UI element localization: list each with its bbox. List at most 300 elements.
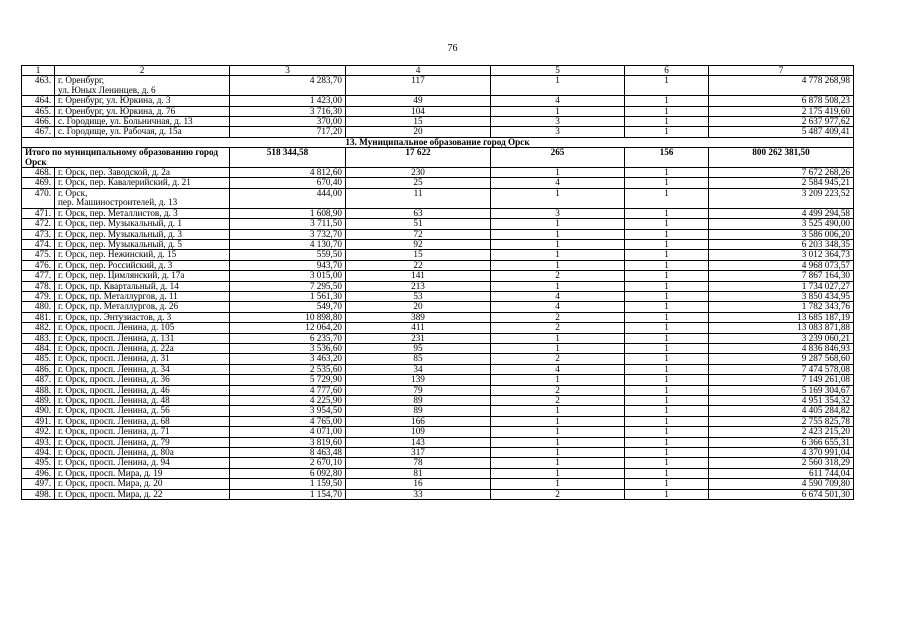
column-6-cell: 1 [625, 375, 709, 385]
area-cell: 6 092,80 [230, 468, 346, 478]
address-line: г. Орск, пр. Квартальный, д. 14 [58, 281, 179, 291]
address-line: г. Орск, просп. Мира, д. 20 [58, 478, 163, 489]
row-number: 497. [22, 479, 55, 489]
table-row [22, 188, 854, 208]
address-cell [55, 168, 230, 178]
row-number: 486. [22, 364, 55, 374]
address-cell [55, 188, 230, 208]
area-cell: 549,70 [230, 302, 346, 312]
area-cell: 3 015,00 [230, 271, 346, 281]
address-line: г. Орск, просп. Ленина, д. 131 [58, 333, 175, 343]
table-row [22, 385, 854, 395]
column-6-cell: 1 [625, 117, 709, 127]
area-cell: 4 765,00 [230, 416, 346, 426]
address-line: г. Орск, просп. Мира, д. 22 [58, 489, 163, 499]
row-number: 475. [22, 250, 55, 260]
residents-cell: 213 [346, 281, 491, 291]
row-number: 474. [22, 239, 55, 249]
address-line: с. Городище, ул. Рабочая, д. 15а [58, 126, 182, 137]
cost-cell: 4 499 294,58 [709, 208, 854, 218]
table-row [22, 96, 854, 106]
table-row [22, 427, 854, 437]
address-line: г. Орск, пер. Российский, д. 3 [58, 260, 173, 270]
residents-cell: 85 [346, 354, 491, 364]
row-number: 477. [22, 271, 55, 281]
row-number: 493. [22, 437, 55, 447]
column-6-cell: 1 [625, 188, 709, 208]
table-row [22, 458, 854, 468]
address-cell [55, 312, 230, 322]
address-cell [55, 375, 230, 385]
address-cell [55, 281, 230, 291]
area-cell: 1 159,50 [230, 479, 346, 489]
table-row [22, 291, 854, 301]
column-5-cell: 1 [491, 76, 625, 96]
column-5-cell: 1 [491, 281, 625, 291]
row-number: 463. [22, 76, 55, 96]
table-row [22, 396, 854, 406]
table-row [22, 106, 854, 116]
residents-cell: 230 [346, 168, 491, 178]
table-row [22, 333, 854, 343]
column-6-cell: 1 [625, 271, 709, 281]
column-6-cell: 1 [625, 96, 709, 106]
address-cell [55, 406, 230, 416]
row-number: 466. [22, 117, 55, 127]
row-number: 485. [22, 354, 55, 364]
address-line: г. Орск, пр. Энтузиастов, д. 3 [58, 312, 172, 322]
column-5-cell: 2 [491, 396, 625, 406]
address-cell [55, 458, 230, 468]
area-cell: 1 608,90 [230, 208, 346, 218]
residents-cell: 11 [346, 188, 491, 208]
column-5-cell: 1 [491, 416, 625, 426]
column-6-cell: 1 [625, 406, 709, 416]
area-cell: 4 130,70 [230, 239, 346, 249]
cost-cell: 7 149 261,08 [709, 375, 854, 385]
address-line: г. Орск, пер. Цимлянский, д. 17а [58, 270, 185, 281]
column-5-cell: 1 [491, 250, 625, 260]
area-cell: 6 235,70 [230, 333, 346, 343]
table-row [22, 168, 854, 178]
column-6-cell: 1 [625, 396, 709, 406]
row-number: 482. [22, 323, 55, 333]
column-5-cell: 4 [491, 291, 625, 301]
residents-cell: 72 [346, 229, 491, 239]
address-cell [55, 416, 230, 426]
row-number: 467. [22, 127, 55, 137]
column-5-cell: 1 [491, 343, 625, 353]
address-cell [55, 178, 230, 188]
address-line: г. Орск, просп. Ленина, д. 105 [58, 322, 175, 333]
area-cell: 3 463,20 [230, 354, 346, 364]
area-cell: 7 295,50 [230, 281, 346, 291]
area-cell: 670,40 [230, 178, 346, 188]
column-5-cell: 1 [491, 479, 625, 489]
address-line: г. Орск, [58, 188, 88, 198]
column-5-cell: 1 [491, 229, 625, 239]
residents-cell: 78 [346, 458, 491, 468]
residents-cell: 95 [346, 343, 491, 353]
area-cell: 4 812,60 [230, 168, 346, 178]
column-6-cell: 1 [625, 427, 709, 437]
residents-cell: 389 [346, 312, 491, 322]
address-line: г. Орск, просп. Ленина, д. 71 [58, 426, 170, 437]
cost-cell: 2 423 215,20 [709, 427, 854, 437]
table-row [22, 219, 854, 229]
cost-cell: 13 685 187,19 [709, 312, 854, 322]
area-cell: 3 711,50 [230, 219, 346, 229]
column-6-cell: 1 [625, 208, 709, 218]
address-cell [55, 333, 230, 343]
cost-cell: 7 672 268,26 [709, 168, 854, 178]
cost-cell: 3 586 006,20 [709, 229, 854, 239]
address-line: г. Оренбург, ул. Юркина, д. 76 [58, 106, 176, 116]
cost-cell: 2 560 318,29 [709, 458, 854, 468]
cost-cell: 9 287 568,60 [709, 354, 854, 364]
table-row [22, 302, 854, 312]
area-cell: 4 283,70 [230, 76, 346, 96]
address-cell [55, 343, 230, 353]
cost-cell: 4 590 709,80 [709, 479, 854, 489]
area-cell: 2 670,10 [230, 458, 346, 468]
residents-cell: 411 [346, 323, 491, 333]
column-5-cell: 1 [491, 437, 625, 447]
cost-cell: 13 083 871,88 [709, 323, 854, 333]
cost-cell: 4 836 846,93 [709, 343, 854, 353]
page-number: 76 [447, 43, 458, 54]
residents-cell: 16 [346, 479, 491, 489]
column-6-cell: 1 [625, 354, 709, 364]
row-number: 472. [22, 219, 55, 229]
table-row [22, 343, 854, 353]
column-5-cell: 1 [491, 448, 625, 458]
column-6-cell: 1 [625, 416, 709, 426]
row-number: 487. [22, 375, 55, 385]
area-cell: 370,00 [230, 117, 346, 127]
row-number: 473. [22, 229, 55, 239]
column-6-cell: 1 [625, 448, 709, 458]
column-6-cell: 1 [625, 229, 709, 239]
total-column-5: 265 [491, 148, 625, 168]
residents-cell: 109 [346, 427, 491, 437]
row-number: 476. [22, 260, 55, 270]
cost-cell: 6 674 501,30 [709, 489, 854, 499]
address-line: г. Орск, просп. Ленина, д. 56 [58, 405, 170, 416]
row-number: 481. [22, 312, 55, 322]
table-row [22, 260, 854, 270]
column-6-cell: 1 [625, 168, 709, 178]
residents-cell: 25 [346, 178, 491, 188]
table-row [22, 281, 854, 291]
area-cell: 12 064,20 [230, 323, 346, 333]
residents-cell: 53 [346, 291, 491, 301]
address-cell [55, 302, 230, 312]
column-number: 5 [491, 66, 625, 76]
residents-cell: 317 [346, 448, 491, 458]
total-column-6: 156 [625, 148, 709, 168]
address-line: г. Орск, пр. Металлургов, д. 11 [58, 291, 178, 301]
area-cell: 4 225,90 [230, 396, 346, 406]
address-cell [55, 396, 230, 406]
column-6-cell: 1 [625, 468, 709, 478]
row-number: 465. [22, 106, 55, 116]
residents-cell: 166 [346, 416, 491, 426]
address-line: г. Орск, пер. Музыкальный, д. 3 [58, 229, 182, 239]
table-row [22, 117, 854, 127]
table-row [22, 76, 854, 96]
row-number: 469. [22, 178, 55, 188]
table-row [22, 406, 854, 416]
column-5-cell: 2 [491, 385, 625, 395]
section-heading-row [22, 137, 854, 147]
residents-cell: 20 [346, 302, 491, 312]
address-line: г. Орск, просп. Ленина, д. 46 [58, 385, 170, 395]
total-label: Итого по муниципальному образованию город Орск [22, 148, 230, 168]
residents-cell: 51 [346, 219, 491, 229]
residents-cell: 89 [346, 396, 491, 406]
cost-cell: 1 734 027,27 [709, 281, 854, 291]
address-line: г. Орск, пер. Металлистов, д. 3 [58, 208, 178, 218]
row-number: 464. [22, 96, 55, 106]
address-cell [55, 219, 230, 229]
residents-cell: 15 [346, 250, 491, 260]
row-number: 492. [22, 427, 55, 437]
residents-cell: 231 [346, 333, 491, 343]
residents-cell: 141 [346, 271, 491, 281]
total-residents: 17 622 [346, 148, 491, 168]
column-5-cell: 4 [491, 178, 625, 188]
area-cell: 4 777,60 [230, 385, 346, 395]
cost-cell: 5 169 304,67 [709, 385, 854, 395]
residents-cell: 139 [346, 375, 491, 385]
table-row [22, 489, 854, 499]
address-line: г. Оренбург, ул. Юркина, д. 3 [58, 95, 171, 106]
row-number: 494. [22, 448, 55, 458]
residents-cell: 89 [346, 406, 491, 416]
column-5-cell: 2 [491, 312, 625, 322]
column-5-cell: 1 [491, 239, 625, 249]
address-line: г. Орск, просп. Ленина, д. 48 [58, 395, 170, 405]
address-cell [55, 291, 230, 301]
address-cell [55, 106, 230, 116]
address-cell [55, 354, 230, 364]
row-number: 491. [22, 416, 55, 426]
row-number: 498. [22, 489, 55, 499]
column-5-cell: 1 [491, 406, 625, 416]
column-6-cell: 1 [625, 106, 709, 116]
residents-cell: 143 [346, 437, 491, 447]
cost-cell: 6 878 508,23 [709, 96, 854, 106]
row-number: 478. [22, 281, 55, 291]
address-cell [55, 479, 230, 489]
address-cell [55, 489, 230, 499]
residents-cell: 92 [346, 239, 491, 249]
address-line: г. Орск, просп. Ленина, д. 79 [58, 437, 170, 447]
column-6-cell: 1 [625, 479, 709, 489]
residents-cell: 79 [346, 385, 491, 395]
column-6-cell: 1 [625, 437, 709, 447]
area-cell: 444,00 [230, 188, 346, 208]
address-line: г. Орск, просп. Ленина, д. 68 [58, 416, 170, 426]
address-line-2: пер. Машиностроителей, д. 13 [58, 197, 178, 208]
column-5-cell: 2 [491, 323, 625, 333]
row-number: 495. [22, 458, 55, 468]
address-cell [55, 229, 230, 239]
table-row [22, 312, 854, 322]
row-number: 490. [22, 406, 55, 416]
column-5-cell: 2 [491, 489, 625, 499]
column-6-cell: 1 [625, 364, 709, 374]
table-row [22, 375, 854, 385]
table-row [22, 271, 854, 281]
table-row [22, 416, 854, 426]
row-number: 468. [22, 168, 55, 178]
table-row [22, 448, 854, 458]
row-number: 483. [22, 333, 55, 343]
table-row [22, 127, 854, 137]
address-cell [55, 76, 230, 96]
total-area: 518 344,58 [230, 148, 346, 168]
column-6-cell: 1 [625, 385, 709, 395]
area-cell: 3 819,60 [230, 437, 346, 447]
cost-cell: 7 474 578,08 [709, 364, 854, 374]
column-6-cell: 1 [625, 250, 709, 260]
cost-cell: 3 239 060,21 [709, 333, 854, 343]
area-cell: 2 535,60 [230, 364, 346, 374]
address-line: г. Оренбург, [58, 75, 105, 86]
column-6-cell: 1 [625, 260, 709, 270]
column-6-cell: 1 [625, 127, 709, 137]
area-cell: 4 071,00 [230, 427, 346, 437]
area-cell: 1 154,70 [230, 489, 346, 499]
residents-cell: 15 [346, 117, 491, 127]
address-cell [55, 260, 230, 270]
residents-cell: 117 [346, 76, 491, 96]
table-row [22, 250, 854, 260]
address-line: г. Орск, пер. Музыкальный, д. 5 [58, 239, 182, 249]
cost-cell: 4 951 354,32 [709, 396, 854, 406]
column-6-cell: 1 [625, 219, 709, 229]
cost-cell: 3 525 490,00 [709, 219, 854, 229]
area-cell: 3 716,30 [230, 106, 346, 116]
register-table-body [22, 66, 854, 500]
cost-cell: 3 012 364,73 [709, 250, 854, 260]
cost-cell: 6 366 655,31 [709, 437, 854, 447]
cost-cell: 2 175 419,60 [709, 106, 854, 116]
column-6-cell: 1 [625, 458, 709, 468]
cost-cell: 611 744,04 [709, 468, 854, 478]
column-6-cell: 1 [625, 333, 709, 343]
column-6-cell: 1 [625, 239, 709, 249]
address-line: г. Орск, просп. Ленина, д. 80а [58, 447, 174, 458]
column-6-cell: 1 [625, 489, 709, 499]
column-6-cell: 1 [625, 323, 709, 333]
table-row [22, 239, 854, 249]
row-number: 471. [22, 208, 55, 218]
table-row [22, 468, 854, 478]
address-line: г. Орск, просп. Ленина, д. 36 [58, 374, 170, 385]
column-5-cell: 1 [491, 260, 625, 270]
column-5-cell: 2 [491, 354, 625, 364]
column-5-cell: 1 [491, 427, 625, 437]
column-5-cell: 4 [491, 302, 625, 312]
address-line: г. Орск, пер. Заводской, д. 2а [58, 167, 170, 178]
row-number: 496. [22, 468, 55, 478]
address-cell [55, 385, 230, 395]
column-5-cell: 4 [491, 96, 625, 106]
residents-cell: 34 [346, 364, 491, 374]
column-5-cell: 1 [491, 458, 625, 468]
address-cell [55, 468, 230, 478]
area-cell: 559,50 [230, 250, 346, 260]
area-cell: 5 729,90 [230, 375, 346, 385]
area-cell: 717,20 [230, 127, 346, 137]
row-number: 489. [22, 396, 55, 406]
column-6-cell: 1 [625, 76, 709, 96]
total-cost: 800 262 381,50 [709, 148, 854, 168]
address-line: г. Орск, пер. Музыкальный, д. 1 [58, 218, 182, 229]
column-6-cell: 1 [625, 281, 709, 291]
table-row [22, 208, 854, 218]
table-row [22, 479, 854, 489]
column-5-cell: 1 [491, 375, 625, 385]
area-cell: 10 898,80 [230, 312, 346, 322]
area-cell: 3 732,70 [230, 229, 346, 239]
address-cell [55, 437, 230, 447]
column-5-cell: 1 [491, 106, 625, 116]
column-6-cell: 1 [625, 312, 709, 322]
cost-cell: 3 850 434,95 [709, 291, 854, 301]
address-cell [55, 448, 230, 458]
cost-cell: 7 867 164,30 [709, 271, 854, 281]
cost-cell: 6 203 348,35 [709, 239, 854, 249]
cost-cell: 4 370 991,04 [709, 448, 854, 458]
cost-cell: 3 209 223,52 [709, 188, 854, 208]
address-cell [55, 271, 230, 281]
table-row [22, 437, 854, 447]
address-cell [55, 323, 230, 333]
row-number: 470. [22, 188, 55, 208]
area-cell: 3 954,50 [230, 406, 346, 416]
column-5-cell: 1 [491, 219, 625, 229]
address-line: г. Орск, просп. Ленина, д. 94 [58, 457, 170, 468]
residents-cell: 81 [346, 468, 491, 478]
address-line: г. Орск, просп. Ленина, д. 31 [58, 353, 170, 364]
address-cell [55, 427, 230, 437]
cost-cell: 1 782 343,76 [709, 302, 854, 312]
area-cell: 3 536,60 [230, 343, 346, 353]
register-table [21, 65, 854, 500]
address-line: г. Орск, пер. Нежинский, д. 15 [58, 249, 177, 260]
section-title: 13. Муниципальное образование город Орск [22, 137, 854, 147]
cost-cell: 4 778 268,98 [709, 76, 854, 96]
cost-cell: 2 755 825,78 [709, 416, 854, 426]
address-line: г. Орск, пер. Кавалерийский, д. 21 [58, 177, 191, 188]
column-5-cell: 1 [491, 188, 625, 208]
column-5-cell: 3 [491, 208, 625, 218]
address-cell [55, 96, 230, 106]
address-cell [55, 117, 230, 127]
table-row [22, 354, 854, 364]
cost-cell: 4 968 073,57 [709, 260, 854, 270]
column-number: 3 [230, 66, 346, 76]
address-cell [55, 239, 230, 249]
column-number: 1 [22, 66, 55, 76]
residents-cell: 33 [346, 489, 491, 499]
column-6-cell: 1 [625, 302, 709, 312]
column-6-cell: 1 [625, 343, 709, 353]
